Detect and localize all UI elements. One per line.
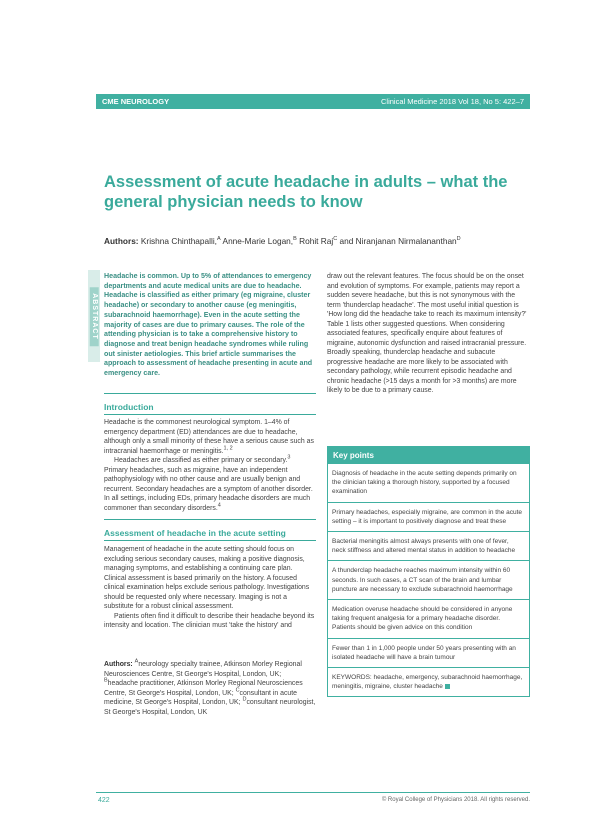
paragraph: Headache is the commonest neurological symptom. 1–4% of emergency department (ED) attendances are due to headache, although only a small minority of these have a serious cause such as intracranial haemorrhage or meningitis.$^{1, 2}$ xyxy=(104,419,314,455)
introduction-text xyxy=(104,418,316,513)
section-label: CME NEUROLOGY xyxy=(102,97,170,106)
key-point: Fewer than 1 in 1,000 people under 50 years presenting with an isolated headache will have a brain tumour xyxy=(328,639,529,668)
page-number: 422 xyxy=(98,797,110,804)
paragraph: Patients often find it difficult to describe their headache beyond its intensity and location. The clinician must 'take the history' and xyxy=(104,612,315,629)
introduction-heading: Introduction xyxy=(104,402,154,412)
key-point: A thunderclap headache reaches maximum intensity within 60 seconds. In such cases, a CT scan of the brain and lumbar puncture are necessary to exclude subarachnoid haemorrhage xyxy=(328,561,529,600)
paragraph: Primary headaches, such as migraine, have an independent pathophysiology with no other cause and are usually benign and recurrent. Secondary headaches are a symptom of another disorder. In all settings, including EDs, primary headache disorders are much commoner than secondary disorders.$^4$ xyxy=(104,466,313,512)
abstract-tab-label: ABSTRACT xyxy=(90,287,99,346)
paragraph: Headaches are classified as either primary or secondary.$^3$ xyxy=(114,454,291,464)
authors-label: Authors: xyxy=(104,236,139,246)
section-divider xyxy=(104,414,316,415)
author-name: Anne-Marie Logan, xyxy=(222,236,294,246)
keywords: KEYWORDS: headache, emergency, subarachnoid haemorrhage, meningitis, migraine, cluster headache xyxy=(332,674,523,691)
journal-citation: Clinical Medicine 2018 Vol 18, No 5: 422–7 xyxy=(380,97,524,106)
copyright: © Royal College of Physicians 2018. All rights reserved. xyxy=(381,797,530,803)
abstract-text: Headache is common. Up to 5% of attendances to emergency departments and acute medical units are due to headache. Headache is classified as either primary (eg migraine, cluster headache) or secondary to another cause (eg meningitis, subarachnoid haemorrhage). Even in the acute setting the majority of cases are due to primary causes. The role of the attending physician is to take a comprehensive history to diagnose and treat benign headache syndromes while ruling out sinister aetiologies. This brief article summarises the approach to assessment of headache presenting in acute and emergency care. xyxy=(104,272,313,378)
assessment-text xyxy=(104,545,316,631)
key-points-heading: Key points xyxy=(327,446,530,464)
section-divider xyxy=(104,519,316,520)
author-name: and Niranjanan Nirmalananthan xyxy=(339,236,457,246)
key-point: Primary headaches, especially migraine, are common in the acute setting – it is important to positively diagnose and treat these xyxy=(328,503,529,532)
affiliation-marker: D xyxy=(456,236,461,243)
key-point: Bacterial meningitis almost always presents with one of fever, neck stiffness and altered mental status in addition to headache xyxy=(328,532,529,561)
key-points-box xyxy=(327,446,530,697)
article-title: Assessment of acute headache in adults – what the general physician needs to know xyxy=(104,173,508,211)
right-column-text xyxy=(327,272,530,396)
affiliation-marker: A xyxy=(217,236,221,243)
author-affiliations: Authors: $^A$neurology specialty trainee, Atkinson Morley Regional Neurosciences Centre, St George's Hospital, London, UK; $^B$headache practitioner, Atkinson Morley Regional Neurosciences Centre, St George's Hospital, London, UK; $^C$consultant in acute medicine, St George's Hospital, London, UK; $^D$consultant neurologist, St George's Hospital, London, UK xyxy=(104,658,316,716)
author-name: Rohit Raj xyxy=(299,236,334,246)
author-name: Krishna Chinthapalli, xyxy=(140,236,217,246)
footer-divider xyxy=(96,792,530,793)
abstract-tab xyxy=(88,270,100,362)
affiliations-label: Authors: xyxy=(104,661,133,668)
key-point: Diagnosis of headache in the acute setting depends primarily on the clinician taking a thorough history, supported by a focused examination xyxy=(328,464,529,503)
section-divider xyxy=(104,393,316,394)
key-points-list xyxy=(327,464,530,697)
paragraph: Management of headache in the acute setting should focus on excluding serious secondary causes, making a positive diagnosis, managing symptoms, and establishing a continuing care plan. Clinical assessment is based primarily on the history. A focused clinical examination helps exclude serious pathology. Investigations should be requested only where necessary. Imaging is not a substitute for a robust clinical assessment. xyxy=(104,546,310,610)
affiliation-marker: C xyxy=(333,236,338,243)
running-header xyxy=(96,94,530,109)
authors-line xyxy=(104,236,524,246)
section-divider xyxy=(104,540,316,541)
end-square-icon xyxy=(445,684,450,689)
paragraph: draw out the relevant features. The focus should be on the onset and evolution of symptoms. For example, patients may report a sudden severe headache, but this is not synonymous with the term 'thunderclap headache'. The most useful initial question is 'How long did the headache take to reach its maximum intensity?' Table 1 lists other suggested questions. When considering associated features, specifically enquire about features of migraine, autonomic dysfunction and raised intracranial pressure. Broadly speaking, thunderclap headache and subacute progressive headache are more likely to be associated with secondary pathology, while recurrent episodic headache and chronic headache (>15 days a month for >3 months) are more likely to be due to a primary cause. xyxy=(327,273,527,394)
key-point: Medication overuse headache should be considered in anyone taking frequent analgesia for a primary headache disorder. Patients should be given advice on this condition xyxy=(328,600,529,639)
assessment-heading: Assessment of headache in the acute setting xyxy=(104,528,286,538)
affiliation-marker: B xyxy=(293,236,297,243)
